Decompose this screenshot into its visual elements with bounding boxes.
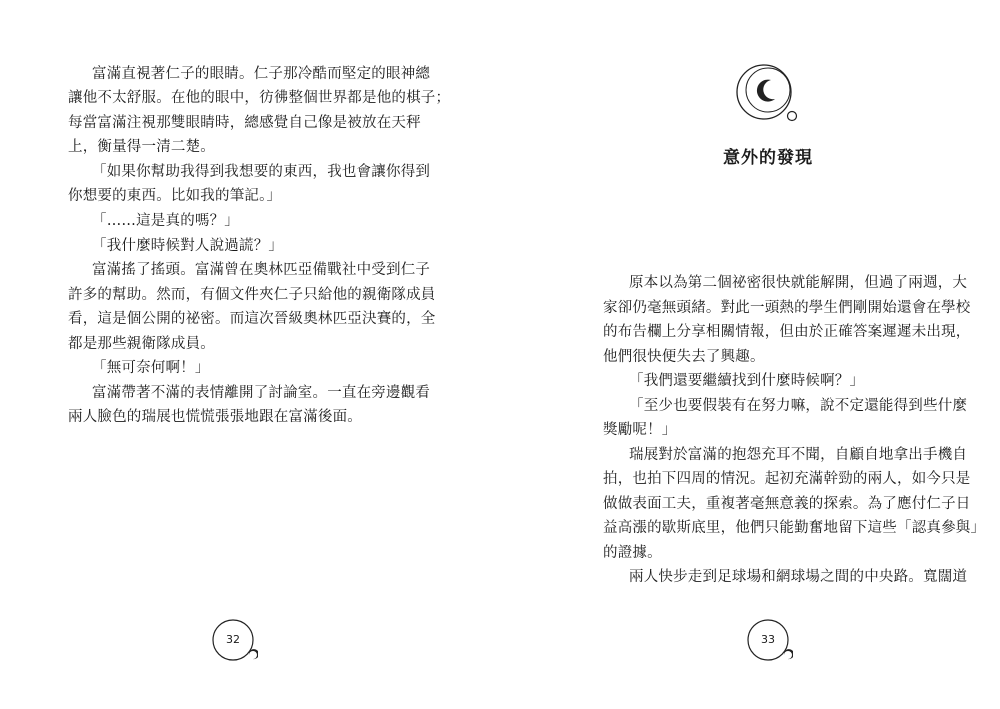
body-line: 兩人臉色的瑞展也慌慌張張地跟在富滿後面。 [68, 409, 362, 425]
body-line: 看，這是個公開的祕密。而這次晉級奧林匹亞決賽的，全 [68, 311, 436, 327]
body-line: 「我們還要繼續找到什麼時候啊？」 [629, 373, 865, 389]
body-line: 富滿帶著不滿的表情離開了討論室。一直在旁邊觀看 [92, 385, 431, 401]
body-line: 瑞展對於富滿的抱怨充耳不聞，自顧自地拿出手機自 [629, 447, 968, 463]
body-line: 他們很快便失去了興趣。 [603, 349, 765, 365]
page-number-badge [212, 619, 258, 665]
body-line: 「如果你幫助我得到我想要的東西，我也會讓你得到 [92, 164, 431, 180]
body-line: 兩人快步走到足球場和網球場之間的中央路。寬闊道 [629, 569, 968, 585]
body-line: 都是那些親衛隊成員。 [68, 336, 215, 352]
body-line: 每當富滿注視那雙眼睛時，總感覺自己像是被放在天秤 [68, 115, 421, 131]
body-line: 「至少也要假裝有在努力嘛，說不定還能得到些什麼 [629, 398, 968, 414]
body-line: 「無可奈何啊！」 [92, 360, 210, 376]
body-line: 獎勵呢！」 [603, 422, 677, 438]
body-line: 益高漲的歇斯底里，他們只能勤奮地留下這些「認真參與」 [603, 520, 986, 536]
moon-orbit-icon [729, 63, 804, 125]
body-line: 讓他不太舒服。在他的眼中，彷彿整個世界都是他的棋子； [68, 90, 451, 106]
body-line: 的布告欄上分享相關情報，但由於正確答案遲遲未出現， [603, 324, 971, 340]
body-line: 家卻仍毫無頭緒。對此一頭熱的學生們剛開始還會在學校 [603, 300, 971, 316]
body-line: 「……這是真的嗎？」 [92, 213, 239, 229]
body-line: 富滿直視著仁子的眼睛。仁子那冷酷而堅定的眼神總 [92, 66, 431, 82]
right-page [500, 0, 1000, 709]
body-line: 做做表面工夫，重複著毫無意義的探索。為了應付仁子日 [603, 496, 971, 512]
page-number: 32 [226, 633, 240, 646]
body-line: 「我什麼時候對人說過謊？」 [92, 238, 284, 254]
body-line: 許多的幫助。然而，有個文件夾仁子只給他的親衛隊成員 [68, 287, 436, 303]
body-line: 的證據。 [603, 545, 662, 561]
body-line: 你想要的東西。比如我的筆記。」 [68, 188, 282, 204]
body-line: 拍，也拍下四周的情況。起初充滿幹勁的兩人，如今只是 [603, 471, 971, 487]
page-number: 33 [761, 633, 775, 646]
body-line: 富滿搖了搖頭。富滿曾在奧林匹亞備戰社中受到仁子 [92, 262, 431, 278]
body-line: 原本以為第二個祕密很快就能解開，但過了兩週，大 [629, 275, 968, 291]
chapter-title: 意外的發現 [723, 148, 813, 168]
body-line: 上，衡量得一清二楚。 [68, 139, 215, 155]
page-number-badge [747, 619, 793, 665]
